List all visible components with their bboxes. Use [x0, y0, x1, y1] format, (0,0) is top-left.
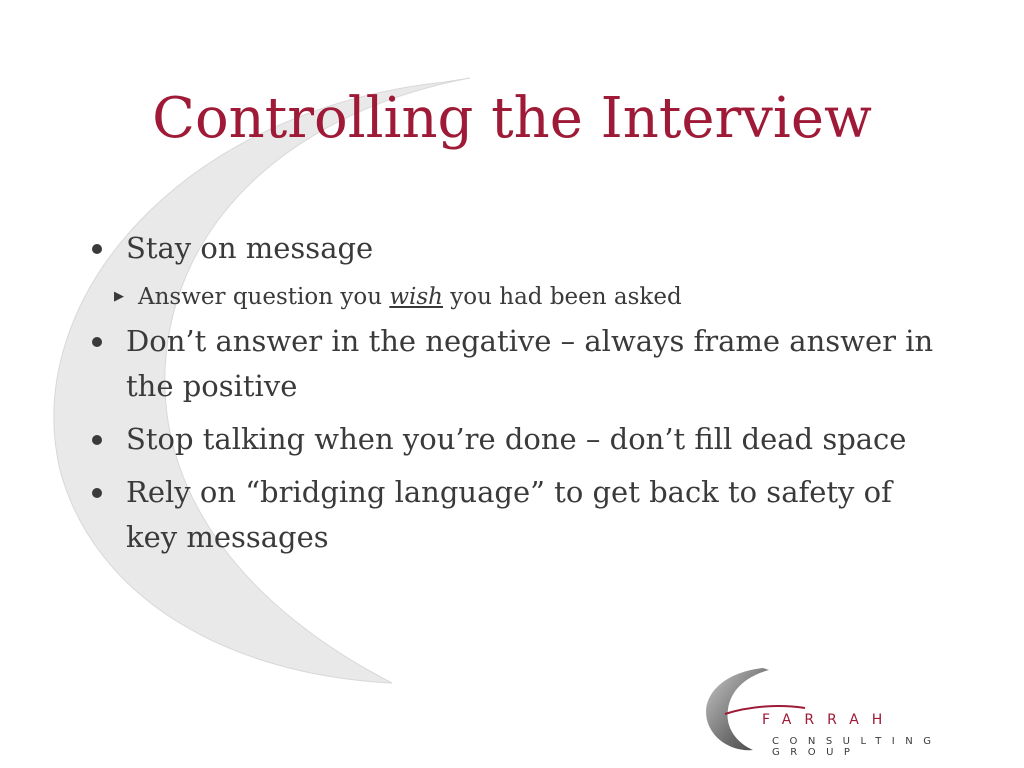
bullet-text: Don’t answer in the negative – always frame answer in the positive	[126, 324, 934, 403]
logo-name: FARRAH	[762, 712, 896, 728]
sub-bullet-emphasis: wish	[389, 284, 443, 310]
bullet-text: Stay on message	[126, 231, 374, 265]
bullet-icon	[92, 488, 102, 498]
bullet-item	[92, 470, 952, 560]
bullet-item	[92, 417, 952, 462]
slide-title: Controlling the Interview	[152, 86, 872, 151]
bullet-item	[92, 226, 952, 271]
sub-bullet-item	[92, 279, 952, 315]
bullet-item	[92, 319, 952, 409]
logo-subtitle: CONSULTING GROUP	[772, 736, 942, 758]
sub-bullet-text-after: you had been asked	[443, 284, 682, 310]
sub-bullet-group	[92, 279, 952, 315]
triangle-bullet-icon: ▶	[114, 289, 124, 304]
bullet-icon	[92, 337, 102, 347]
bullet-text: Stop talking when you’re done – don’t fill dead space	[126, 422, 907, 456]
sub-bullet-text-before: Answer question you	[138, 284, 390, 310]
sub-bullet-list	[92, 279, 952, 315]
bullet-text: Rely on “bridging language” to get back to safety of key messages	[126, 475, 892, 554]
bullet-list	[92, 226, 952, 568]
bullet-icon	[92, 244, 102, 254]
bullet-icon	[92, 435, 102, 445]
